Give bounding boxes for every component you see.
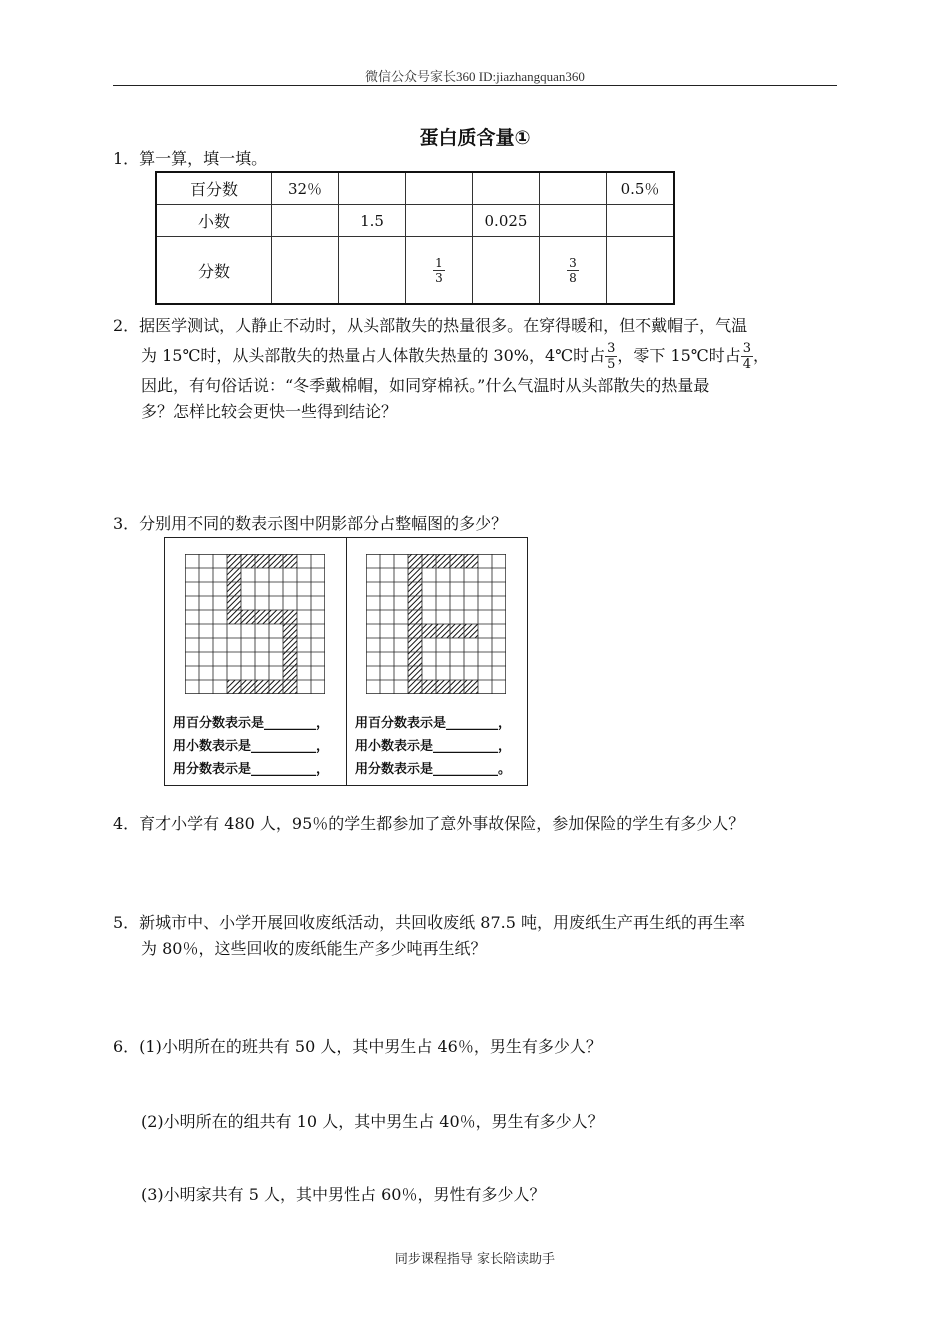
table-cell [339,237,406,305]
shaded-cell [408,596,422,610]
table-cell [339,172,406,205]
table-cell [406,205,473,237]
shaded-cell [422,554,436,568]
header-rule [113,85,837,86]
table-cell: 0.5％ [607,172,675,205]
shaded-cell [408,652,422,666]
q2-line-1: 2．据医学测试，人静止不动时，从头部散失的热量很多。在穿得暖和，但不戴帽子，气温 [113,316,748,335]
q5-line-2: 为 80％，这些回收的废纸能生产多少吨再生纸？ [141,939,487,958]
table-cell [540,205,607,237]
table-cell: 1.5 [339,205,406,237]
shaded-cell [283,610,297,624]
table-cell [473,237,540,305]
table-cell [540,172,607,205]
shaded-cell [283,666,297,680]
left-fraction-label: 用分数表示是__________， [173,762,330,777]
shaded-cell [422,624,436,638]
fraction-three-eighths: $\frac{3}{8}$ [569,255,577,285]
right-answer-labels [355,712,511,781]
q4-text: 4．育才小学有 480 人，95％的学生都参加了意外事故保险，参加保险的学生有多少人？ [113,814,745,833]
shaded-cell [283,680,297,694]
left-decimal-label: 用小数表示是__________， [173,739,330,754]
shaded-cell [241,680,255,694]
shaded-cell [255,680,269,694]
q2-line-4: 多？怎样比较会更快一些得到结论？ [141,402,398,421]
q6-part-3: (3)小明家共有 5 人，其中男性占 60％，男性有多少人？ [141,1185,546,1204]
grid-figure [164,537,528,786]
fraction-one-third: $\frac{1}{3}$ [435,255,443,285]
table-cell [607,237,675,305]
right-decimal-label: 用小数表示是__________， [355,739,512,754]
shaded-cell [408,638,422,652]
shaded-cell [227,610,241,624]
shaded-cell [269,680,283,694]
q6-part-2: (2)小明所在的组共有 10 人，其中男生占 40％，男生有多少人？ [141,1112,604,1131]
fraction-three-quarters: $\frac{3}{4}$ [742,341,751,372]
shaded-cell [269,610,283,624]
q1-prompt: 1．算一算，填一填。 [113,149,268,168]
table-cell: 32％ [272,172,339,205]
row-header: 小数 [156,205,272,237]
table-row [156,172,674,205]
left-grid [185,554,325,694]
shaded-cell [283,624,297,638]
shaded-cell [450,554,464,568]
shaded-cell [408,680,422,694]
shaded-cell [269,554,283,568]
shaded-cell [450,680,464,694]
shaded-cell [436,554,450,568]
shaded-cell [241,610,255,624]
row-header: 分数 [156,237,272,305]
shaded-cell [255,610,269,624]
shaded-cell [241,554,255,568]
q3-prompt: 3．分别用不同的数表示图中阴影部分占整幅图的多少？ [113,514,508,533]
shaded-cell [408,582,422,596]
shaded-cell [283,554,297,568]
table-cell [272,237,339,305]
right-grid-lines [366,554,506,694]
shaded-cell [408,624,422,638]
right-percent-label: 用百分数表示是________， [355,716,512,731]
table-cell [406,237,473,305]
shaded-cell [283,638,297,652]
table-cell [406,172,473,205]
figure-divider [346,538,347,785]
table-cell [540,237,607,305]
table-cell: 0.025 [473,205,540,237]
page-title: 蛋白质含量① [419,127,531,149]
q2-line-2: 为 15℃时，从头部散失的热量占人体散失热量的 30%，4℃时占 $\frac{3}{5}$ ，零下 15℃时占 $\frac{3}{4}$ ， [141,341,770,372]
q2-paragraph [113,313,841,425]
shaded-cell [227,554,241,568]
shaded-cell [227,596,241,610]
shaded-cell [436,624,450,638]
right-grid [366,554,506,694]
shaded-cell [422,680,436,694]
q5-line-1: 5．新城市中、小学开展回收废纸活动，共回收废纸 87.5 吨，用废纸生产再生纸的再生率 [113,913,745,932]
conversion-table [155,171,675,305]
shaded-cell [436,680,450,694]
shaded-cell [255,554,269,568]
table-cell [473,172,540,205]
shaded-cell [408,610,422,624]
shaded-cell [464,680,478,694]
shaded-cell [464,554,478,568]
page-footer: 同步课程指导 家长陪读助手 [394,1252,556,1267]
shaded-cell [227,680,241,694]
shaded-cell [227,568,241,582]
q6-part-1: 6．(1)小明所在的班共有 50 人，其中男生占 46％，男生有多少人？ [113,1037,602,1056]
table-cell [272,205,339,237]
left-answer-labels [173,712,329,781]
page-header: 微信公众号家长360 ID:jiazhangquan360 [365,69,585,84]
shaded-cell [450,624,464,638]
q2-line-3: 因此，有句俗话说：“冬季戴棉帽，如同穿棉袄。”什么气温时从头部散失的热量最 [141,376,710,395]
shaded-cell [283,652,297,666]
left-grid-lines [185,554,325,694]
row-header: 百分数 [156,172,272,205]
shaded-cell [408,666,422,680]
left-percent-label: 用百分数表示是________， [173,716,330,731]
right-fraction-label: 用分数表示是__________。 [355,762,512,777]
shaded-cell [408,568,422,582]
shaded-cell [464,624,478,638]
table-row [156,205,674,237]
table-row [156,237,674,305]
shaded-cell [408,554,422,568]
q5-paragraph [113,910,745,962]
table-cell [607,205,675,237]
fraction-three-fifths: $\frac{3}{5}$ [607,341,616,372]
shaded-cell [227,582,241,596]
